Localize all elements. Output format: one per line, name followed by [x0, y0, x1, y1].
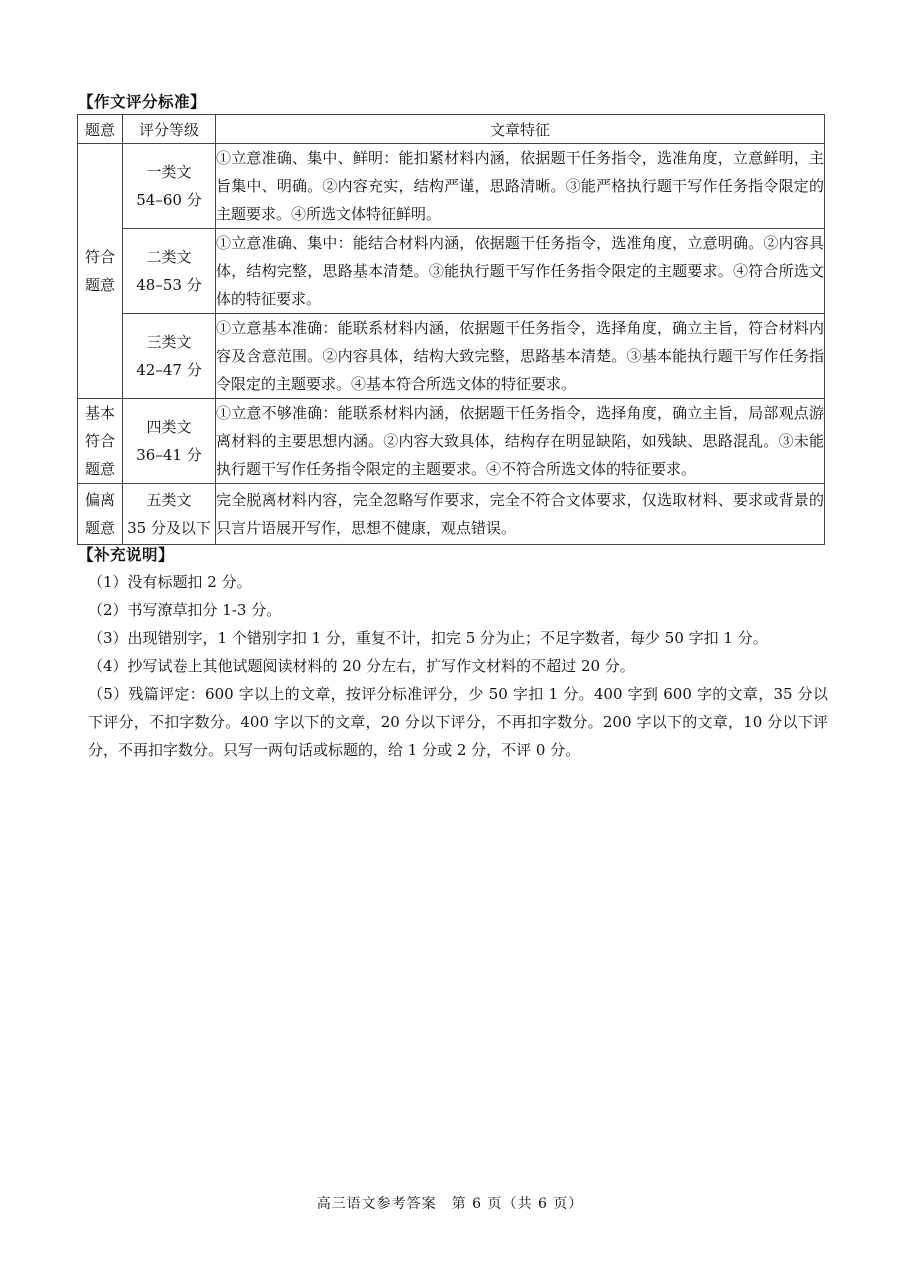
grade-description: ①立意不够准确：能联系材料内涵，依据题干任务指令，选择角度，确立主旨，局部观点游离材料的主要思想内涵。②内容大致具体，结构存在明显缺陷，如残缺、思路混乱。③未能执行题干写作任务指令限定的主题要求。④不符合所选文体的特征要求。 — [216, 399, 825, 484]
header-topic: 题意 — [78, 115, 123, 144]
rubric-section-title: 【作文评分标准】 — [78, 93, 207, 111]
rubric-row — [78, 484, 825, 545]
grade-cell — [123, 399, 216, 484]
grade-score: 36–41 分 — [136, 446, 202, 464]
grade-cell — [123, 229, 216, 314]
rubric-row — [78, 314, 825, 399]
rubric-table — [77, 114, 825, 545]
topic-line: 题意 — [84, 519, 115, 537]
topic-line: 符合 — [84, 248, 115, 266]
grade-score: 54–60 分 — [136, 191, 202, 209]
note-item: （3）出现错别字，1 个错别字扣 1 分，重复不计，扣完 5 分为止；不足字数者，每少 50 字扣 1 分。 — [88, 629, 768, 647]
grade-name: 一类文 — [146, 163, 192, 181]
grade-cell — [123, 144, 216, 229]
topic-cell-deviate — [78, 484, 123, 545]
grade-name: 二类文 — [146, 248, 192, 266]
grade-cell — [123, 484, 216, 545]
rubric-header-row — [78, 115, 825, 144]
supplement-notes — [88, 568, 828, 764]
supplement-section-title: 【补充说明】 — [78, 546, 175, 564]
grade-score: 42–47 分 — [136, 361, 202, 379]
grade-description: ①立意准确、集中、鲜明：能扣紧材料内涵，依据题干任务指令，选准角度，立意鲜明，主旨集中、明确。②内容充实，结构严谨，思路清晰。③能严格执行题干写作任务指令限定的主题要求。④所选文体特征鲜明。 — [216, 144, 825, 229]
topic-line: 基本 — [84, 404, 115, 422]
page-footer: 高三语文参考答案 第 6 页（共 6 页） — [316, 1196, 584, 1212]
note-item: （5）残篇评定：600 字以上的文章，按评分标准评分，少 50 字扣 1 分。400 字到 600 字的文章，35 分以下评分，不扣字数分。400 字以下的文章，20 分以下评分，不再扣字数分。200 字以下的文章，10 分以下评分，不再扣字数分。只写一两句话或标题的，给 1 分或 2 分，不评 0 分。 — [88, 685, 828, 759]
topic-line: 符合 — [84, 432, 115, 450]
grade-cell — [123, 314, 216, 399]
grade-name: 五类文 — [146, 491, 192, 509]
rubric-row — [78, 229, 825, 314]
topic-line: 题意 — [84, 276, 115, 294]
header-grade: 评分等级 — [123, 115, 216, 144]
topic-cell-basic — [78, 399, 123, 484]
grade-description: ①立意准确、集中：能结合材料内涵，依据题干任务指令，选准角度，立意明确。②内容具体，结构完整，思路基本清楚。③能执行题干写作任务指令限定的主题要求。④符合所选文体的特征要求。 — [216, 229, 825, 314]
grade-score: 35 分及以下 — [127, 519, 211, 537]
note-item: （2）书写潦草扣分 1-3 分。 — [88, 601, 282, 619]
grade-description: 完全脱离材料内容，完全忽略写作要求，完全不符合文体要求，仅选取材料、要求或背景的只言片语展开写作，思想不健康，观点错误。 — [216, 484, 825, 545]
topic-line: 偏离 — [84, 491, 115, 509]
grade-name: 三类文 — [146, 333, 192, 351]
note-item: （1）没有标题扣 2 分。 — [88, 573, 252, 591]
rubric-row — [78, 144, 825, 229]
header-features: 文章特征 — [216, 115, 825, 144]
grade-description: ①立意基本准确：能联系材料内涵，依据题干任务指令，选择角度，确立主旨，符合材料内容及含意范围。②内容具体，结构大致完整，思路基本清楚。③基本能执行题干写作任务指令限定的主题要求。④基本符合所选文体的特征要求。 — [216, 314, 825, 399]
topic-cell-fit — [78, 144, 123, 399]
note-item: （4）抄写试卷上其他试题阅读材料的 20 分左右，扩写作文材料的不超过 20 分。 — [88, 657, 635, 675]
topic-line: 题意 — [84, 460, 115, 478]
grade-score: 48–53 分 — [136, 276, 202, 294]
grade-name: 四类文 — [146, 418, 192, 436]
rubric-row — [78, 399, 825, 484]
